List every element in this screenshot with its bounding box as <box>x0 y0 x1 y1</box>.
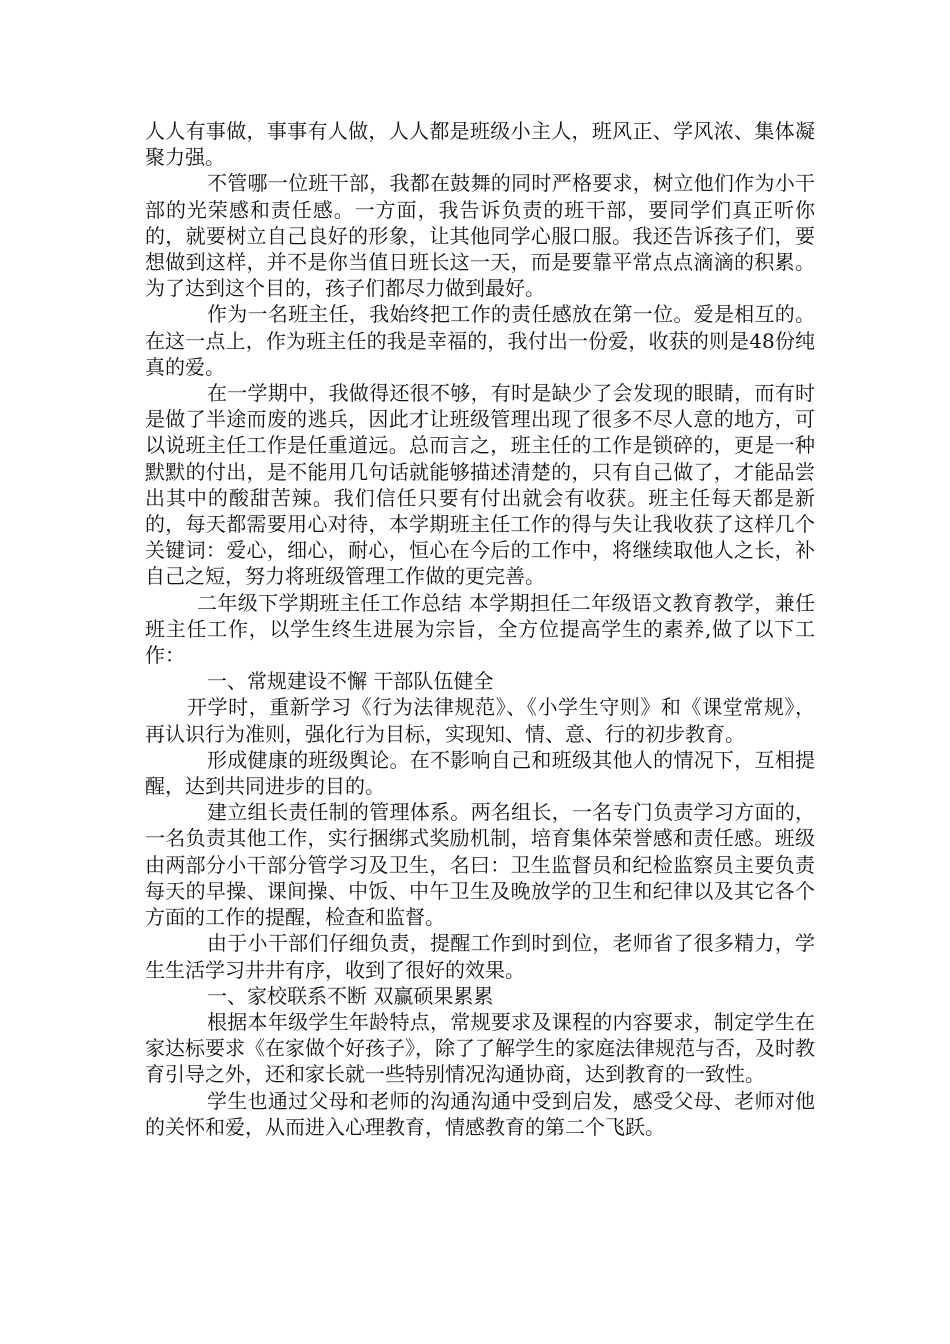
paragraph-12: 根据本年级学生年龄特点，常规要求及课程的内容要求，制定学生在家达标要求《在家做个好孩子》，除了了解学生的家庭法律规范与否，及时教育引导之外，还和家长就一些特别情况沟通协商，达到教育的一致性。 <box>145 1009 815 1087</box>
paragraph-13: 学生也通过父母和老师的沟通沟通中受到启发，感受父母、老师对他的关怀和爱，从而进入心理教育，情感教育的第二个飞跃。 <box>145 1088 815 1139</box>
paragraph-4: 在一学期中，我做得还很不够，有时是缺少了会发现的眼睛，而有时是做了半途而废的逃兵，因此才让班级管理出现了很多不尽人意的地方，可以说班主任工作是任重道远。总而言之，班主任的工作是锁碎的，更是一种默默的付出，是不能用几句话就能够描述清楚的，只有自己做了，才能品尝出其中的酸甜苦辣。我们信任只要有付出就会有收获。班主任每天都是新的，每天都需要用心对待，本学期班主任工作的得与失让我收获了这样几个关键词：爱心，细心，耐心，恒心在今后的工作中，将继续取他人之长，补自己之短，努力将班级管理工作做的更完善。 <box>145 381 815 589</box>
section-heading-1: 一、常规建设不懈 干部队伍健全 <box>207 669 494 694</box>
paragraph-10: 由于小干部们仔细负责，提醒工作到时到位，老师省了很多精力，学生生活学习井井有序，收到了很好的效果。 <box>145 931 815 982</box>
section-heading-2: 一、家校联系不断 双赢硕果累累 <box>207 983 494 1008</box>
paragraph-3: 作为一名班主任，我始终把工作的责任感放在第一位。爱是相互的。在这一点上，作为班主任的我是幸福的，我付出一份爱，收获的则是48份纯真的爱。 <box>145 302 815 379</box>
paragraph-2: 不管哪一位班干部，我都在鼓舞的同时严格要求，树立他们作为小干部的光荣感和责任感。一方面，我告诉负责的班干部，要同学们真正听你的，就要树立自己良好的形象，让其他同学心服口服。我还告诉孩子们，要想做到这样，并不是你当值日班长这一天，而是要靠平常点点滴滴的积累。为了达到这个目的，孩子们都尽力做到最好。 <box>145 171 815 301</box>
paragraph-1: 人人有事做，事事有人做，人人都是班级小主人，班风正、学风浓、集体凝聚力强。 <box>145 119 815 170</box>
paragraph-5-summary-title: 二年级下学期班主任工作总结 本学期担任二年级语文教育教学，兼任班主任工作，以学生终生进展为宗旨，全方位提高学生的素养,做了以下工作： <box>145 590 815 668</box>
paragraph-9: 建立组长责任制的管理体系。两名组长，一名专门负责学习方面的，一名负责其他工作，实行捆绑式奖励机制，培育集体荣誉感和责任感。班级由两部分小干部分管学习及卫生，名曰：卫生监督员和纪检监察员主要负责每天的早操、课间操、中饭、中午卫生及晚放学的卫生和纪律以及其它各个方面的工作的提醒，检查和监督。 <box>145 800 815 930</box>
document-body <box>145 118 815 1140</box>
paragraph-8: 形成健康的班级舆论。在不影响自己和班级其他人的情况下，互相提醒，达到共同进步的目的。 <box>145 747 815 799</box>
paragraph-7: 开学时，重新学习《行为法律规范》、《小学生守则》和《课堂常规》，再认识行为准则，强化行为目标，实现知、情、意、行的初步教育。 <box>145 695 815 746</box>
